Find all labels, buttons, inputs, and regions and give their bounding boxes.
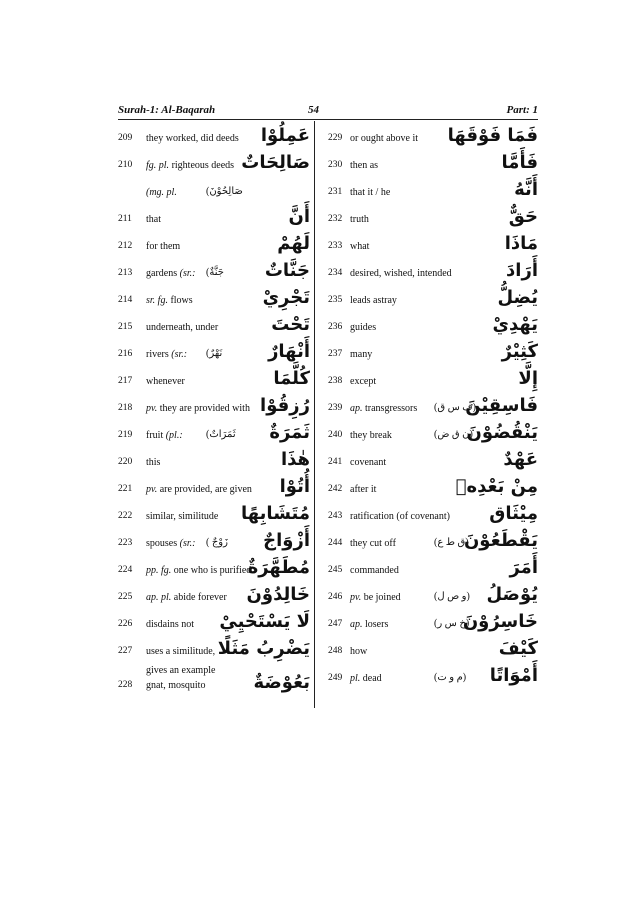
meaning-text: commanded bbox=[350, 565, 399, 576]
vocab-row bbox=[328, 205, 538, 232]
arabic-word: يُضِلُّ bbox=[497, 287, 538, 308]
left-column bbox=[118, 124, 310, 698]
entry-number: 211 bbox=[118, 214, 132, 224]
meaning-text: abide forever bbox=[173, 592, 227, 603]
meaning-text: truth bbox=[350, 214, 369, 225]
entry-number: 225 bbox=[118, 592, 133, 602]
english-meaning bbox=[350, 457, 386, 468]
entry-number: 247 bbox=[328, 619, 343, 629]
arabic-word: أُتُوْا bbox=[279, 476, 310, 497]
entry-number: 223 bbox=[118, 538, 133, 548]
arabic-word: فَاسِقِيْنَ bbox=[465, 395, 538, 416]
vocab-row bbox=[118, 610, 310, 637]
arabic-word: فَمَا فَوْقَهَا bbox=[447, 125, 538, 146]
meaning-text: or ought above it bbox=[350, 133, 419, 144]
plural-note: (pl.: bbox=[165, 430, 183, 441]
entry-number: 229 bbox=[328, 133, 343, 143]
vocab-row bbox=[118, 259, 310, 286]
vocab-row bbox=[118, 556, 310, 583]
meaning-text: disdains not bbox=[146, 619, 195, 630]
meaning-text: underneath, under bbox=[146, 322, 219, 333]
meaning-text: how bbox=[350, 646, 368, 657]
vocab-row bbox=[328, 448, 538, 475]
english-meaning bbox=[350, 349, 372, 360]
plural-note: (sr.: bbox=[179, 268, 196, 279]
arabic-word: يَنْقُضُوْنَ bbox=[466, 422, 538, 443]
vocab-row bbox=[118, 286, 310, 313]
vocab-row bbox=[118, 637, 310, 676]
meaning-text: except bbox=[350, 376, 377, 387]
arabic-word: يَهْدِيْ bbox=[492, 314, 538, 335]
entry-number: 222 bbox=[118, 511, 133, 521]
arabic-word: عَهْدٌ bbox=[503, 449, 538, 470]
meaning-text: transgressors bbox=[365, 403, 418, 414]
arabic-word: كَيْفَ bbox=[498, 638, 538, 659]
entry-number: 214 bbox=[118, 295, 133, 305]
english-meaning bbox=[350, 646, 367, 657]
meaning-text: desired, wished, intended bbox=[350, 268, 452, 279]
arabic-word: تَحْتَ bbox=[271, 314, 310, 335]
vocab-row bbox=[118, 151, 310, 178]
meaning-continuation: gives an example bbox=[146, 665, 216, 676]
arabic-word: أَمْوَاتًا bbox=[489, 665, 538, 686]
meaning-text: this bbox=[146, 457, 161, 468]
vocab-row bbox=[118, 178, 310, 205]
english-meaning bbox=[146, 322, 218, 333]
english-meaning bbox=[146, 376, 185, 387]
right-column bbox=[328, 124, 538, 691]
entry-number: 210 bbox=[118, 160, 133, 170]
vocab-row bbox=[328, 259, 538, 286]
vocab-row bbox=[118, 448, 310, 475]
vocab-row bbox=[328, 367, 538, 394]
arabic-word: مُتَشَابِهًا bbox=[241, 503, 310, 524]
english-meaning bbox=[350, 295, 397, 306]
english-meaning bbox=[350, 430, 392, 441]
entry-number: 238 bbox=[328, 376, 343, 386]
meaning-text: be joined bbox=[363, 592, 401, 603]
arabic-word: جَنَّاتٌ bbox=[264, 260, 310, 281]
arabic-word: أَزْوَاجٌ bbox=[263, 530, 310, 551]
grammar-abbreviation: pl. bbox=[350, 673, 361, 684]
meaning-text: ratification (of covenant) bbox=[350, 511, 450, 522]
vocab-row bbox=[118, 394, 310, 421]
entry-number: 213 bbox=[118, 268, 133, 278]
entry-number: 220 bbox=[118, 457, 133, 467]
meaning-text: one who is purified bbox=[173, 565, 252, 576]
meaning-text: dead bbox=[362, 673, 382, 684]
entry-number: 212 bbox=[118, 241, 133, 251]
meaning-text: similar, similitude bbox=[146, 511, 219, 522]
meaning-text: guides bbox=[350, 322, 377, 333]
vocab-row bbox=[328, 313, 538, 340]
plural-note: (sr.: bbox=[179, 538, 196, 549]
english-meaning bbox=[350, 403, 417, 414]
arabic-word: فَأَمَّا bbox=[501, 152, 538, 173]
grammar-abbreviation: pv. bbox=[350, 592, 362, 603]
entry-number: 237 bbox=[328, 349, 343, 359]
root-letters: (و ص ل) bbox=[434, 591, 470, 602]
arabic-word: أَنَّ bbox=[288, 206, 310, 227]
english-meaning bbox=[146, 538, 195, 549]
grammar-abbreviation: (mg. pl. bbox=[146, 187, 177, 198]
entry-number: 216 bbox=[118, 349, 133, 359]
vocab-row bbox=[118, 475, 310, 502]
vocab-row bbox=[328, 664, 538, 691]
arabic-word: لَا يَسْتَحْيِيْ bbox=[219, 611, 310, 632]
english-meaning bbox=[350, 619, 388, 630]
root-letters: نَهْرٌ) bbox=[206, 348, 223, 359]
entry-number: 221 bbox=[118, 484, 133, 494]
vocab-row bbox=[328, 502, 538, 529]
vocab-row bbox=[328, 286, 538, 313]
entry-number: 243 bbox=[328, 511, 343, 521]
entry-number: 245 bbox=[328, 565, 343, 575]
root-letters: ثَمَرَاتٌ) bbox=[206, 429, 236, 440]
entry-number: 227 bbox=[118, 646, 133, 656]
column-divider bbox=[314, 121, 315, 708]
root-letters: (ف س ق) bbox=[434, 402, 476, 413]
english-meaning bbox=[350, 538, 396, 549]
root-letters: (خ س ر) bbox=[434, 618, 470, 629]
entry-number: 228 bbox=[118, 680, 133, 690]
meaning-text: losers bbox=[365, 619, 389, 630]
english-meaning bbox=[350, 511, 450, 522]
vocab-row bbox=[328, 637, 538, 664]
arabic-word: كَثِيْرٌ bbox=[501, 341, 538, 362]
entry-number: 249 bbox=[328, 673, 343, 683]
english-meaning bbox=[350, 673, 382, 684]
english-meaning bbox=[146, 241, 180, 252]
entry-number: 239 bbox=[328, 403, 343, 413]
english-meaning bbox=[146, 214, 161, 225]
english-meaning bbox=[350, 241, 369, 252]
english-meaning bbox=[350, 268, 452, 279]
root-letters: (ق ط ع) bbox=[434, 537, 469, 548]
meaning-text: uses a similitude, bbox=[146, 646, 216, 657]
meaning-text: they are provided with bbox=[159, 403, 250, 414]
vocab-row bbox=[118, 502, 310, 529]
english-meaning bbox=[350, 133, 418, 144]
vocab-row bbox=[328, 124, 538, 151]
arabic-word: مُطَهَّرَةٌ bbox=[247, 557, 310, 578]
entry-number: 230 bbox=[328, 160, 343, 170]
arabic-word: يَقْطَعُوْنَ bbox=[463, 530, 538, 551]
vocab-row bbox=[328, 394, 538, 421]
entry-number: 226 bbox=[118, 619, 133, 629]
english-meaning bbox=[350, 484, 376, 495]
root-letters: صَالِحُوْنَ) bbox=[206, 186, 243, 197]
arabic-word: إِلَّا bbox=[518, 368, 538, 389]
vocab-row bbox=[328, 556, 538, 583]
meaning-text: righteous deeds bbox=[171, 160, 235, 171]
english-meaning bbox=[146, 187, 177, 198]
meaning-text: they worked, did deeds bbox=[146, 133, 239, 144]
root-letters: زَوْجٌ ) bbox=[206, 537, 228, 548]
surah-title: Surah-1: Al-Baqarah bbox=[118, 104, 216, 116]
english-meaning bbox=[146, 592, 227, 603]
meaning-text: then as bbox=[350, 160, 379, 171]
vocab-row bbox=[328, 421, 538, 448]
arabic-word: كُلَّمَا bbox=[273, 368, 310, 389]
english-meaning bbox=[146, 511, 218, 522]
meaning-text: what bbox=[350, 241, 370, 252]
english-meaning bbox=[146, 403, 250, 414]
vocab-row bbox=[328, 529, 538, 556]
entry-number: 248 bbox=[328, 646, 343, 656]
root-letters: (م و ت) bbox=[434, 672, 467, 683]
arabic-word: أَنْهَارٌ bbox=[268, 341, 310, 362]
root-letters: جَنَّةٌ) bbox=[206, 267, 224, 278]
vocab-row bbox=[118, 529, 310, 556]
arabic-word: خَاسِرُوْنَ bbox=[462, 611, 538, 632]
arabic-word: أَنَّهُ bbox=[514, 179, 538, 200]
arabic-word: تَجْرِيْ bbox=[262, 287, 310, 308]
entry-number: 231 bbox=[328, 187, 343, 197]
vocab-row bbox=[118, 313, 310, 340]
entry-number: 240 bbox=[328, 430, 343, 440]
meaning-text: many bbox=[350, 349, 373, 360]
arabic-word: يَضْرِبُ مَثَلًا bbox=[217, 638, 310, 659]
vocab-row bbox=[118, 340, 310, 367]
english-meaning bbox=[350, 214, 369, 225]
meaning-text: they break bbox=[350, 430, 392, 441]
arabic-word: يُوْصَلُ bbox=[486, 584, 538, 605]
vocab-row bbox=[118, 367, 310, 394]
root-letters: (ن ق ض) bbox=[434, 429, 473, 440]
meaning-text: spouses bbox=[146, 538, 178, 549]
grammar-abbreviation: pv. bbox=[146, 484, 158, 495]
vocab-row bbox=[118, 671, 310, 698]
entry-number: 235 bbox=[328, 295, 343, 305]
entry-number: 232 bbox=[328, 214, 343, 224]
meaning-text: after it bbox=[350, 484, 377, 495]
english-meaning bbox=[350, 187, 390, 198]
meaning-text: for them bbox=[146, 241, 181, 252]
entry-number: 219 bbox=[118, 430, 133, 440]
arabic-word: مِنْ بَعْدِهٖ bbox=[455, 476, 538, 497]
meaning-text: rivers bbox=[146, 349, 169, 360]
entry-number: 244 bbox=[328, 538, 343, 548]
part-label: Part: 1 bbox=[506, 104, 538, 116]
meaning-text: leads astray bbox=[350, 295, 397, 306]
meaning-text: covenant bbox=[350, 457, 387, 468]
meaning-text: are provided, are given bbox=[159, 484, 252, 495]
english-meaning bbox=[350, 592, 401, 603]
vocab-row bbox=[328, 610, 538, 637]
arabic-word: بَعُوْضَةٌ bbox=[253, 672, 310, 693]
entry-number: 233 bbox=[328, 241, 343, 251]
english-meaning bbox=[146, 457, 160, 468]
arabic-word: صَالِحَاتٌ bbox=[241, 152, 310, 173]
grammar-abbreviation: pp. fg. bbox=[146, 565, 172, 576]
entry-number: 218 bbox=[118, 403, 133, 413]
plural-note: (sr.: bbox=[171, 349, 188, 360]
english-meaning bbox=[146, 619, 194, 630]
english-meaning bbox=[146, 484, 252, 495]
english-meaning bbox=[146, 565, 251, 576]
arabic-word: مَاذَا bbox=[504, 233, 538, 254]
meaning-text: gnat, mosquito bbox=[146, 680, 206, 691]
english-meaning bbox=[350, 376, 376, 387]
english-meaning bbox=[146, 133, 239, 144]
arabic-word: رُزِقُوْا bbox=[260, 395, 310, 416]
page-number: 54 bbox=[308, 104, 319, 116]
vocab-row bbox=[118, 124, 310, 151]
english-meaning bbox=[350, 322, 376, 333]
arabic-word: ثَمَرَةٌ bbox=[269, 422, 310, 443]
entry-number: 209 bbox=[118, 133, 133, 143]
arabic-word: لَهُمْ bbox=[277, 233, 310, 254]
vocab-row bbox=[328, 475, 538, 502]
vocab-row bbox=[118, 232, 310, 259]
entry-number: 246 bbox=[328, 592, 343, 602]
entry-number: 242 bbox=[328, 484, 343, 494]
entry-number: 236 bbox=[328, 322, 343, 332]
english-meaning bbox=[350, 565, 399, 576]
vocab-row bbox=[328, 340, 538, 367]
english-meaning bbox=[350, 160, 378, 171]
meaning-text: gardens bbox=[146, 268, 178, 279]
english-meaning bbox=[146, 268, 195, 279]
arabic-word: أَرَادَ bbox=[506, 260, 538, 281]
meaning-text: that bbox=[146, 214, 161, 225]
vocab-row bbox=[328, 151, 538, 178]
arabic-word: هٰذَا bbox=[280, 449, 310, 470]
arabic-word: أَمَرَ bbox=[509, 557, 538, 578]
arabic-word: مِيْثَاق bbox=[489, 503, 538, 524]
meaning-text: that it / he bbox=[350, 187, 391, 198]
meaning-text: whenever bbox=[146, 376, 185, 387]
english-meaning bbox=[146, 160, 234, 171]
grammar-abbreviation: sr. fg. bbox=[146, 295, 168, 306]
english-meaning bbox=[146, 349, 187, 360]
entry-number: 241 bbox=[328, 457, 343, 467]
vocab-row bbox=[328, 232, 538, 259]
grammar-abbreviation: ap. pl. bbox=[146, 592, 172, 603]
entry-number: 217 bbox=[118, 376, 133, 386]
meaning-text: fruit bbox=[146, 430, 164, 441]
english-meaning bbox=[146, 680, 205, 691]
english-meaning bbox=[146, 295, 193, 306]
grammar-abbreviation: ap. bbox=[350, 619, 363, 630]
entry-number: 215 bbox=[118, 322, 133, 332]
grammar-abbreviation: fg. pl. bbox=[146, 160, 170, 171]
meaning-text: flows bbox=[170, 295, 193, 306]
vocab-row bbox=[118, 583, 310, 610]
entry-number: 234 bbox=[328, 268, 343, 278]
meaning-text: they cut off bbox=[350, 538, 396, 549]
vocab-row bbox=[328, 583, 538, 610]
vocab-row bbox=[118, 421, 310, 448]
header-rule bbox=[118, 119, 538, 120]
vocab-row bbox=[328, 178, 538, 205]
arabic-word: حَقٌّ bbox=[508, 206, 538, 227]
arabic-word: خَالِدُوْنَ bbox=[246, 584, 310, 605]
english-meaning bbox=[146, 430, 183, 441]
grammar-abbreviation: pv. bbox=[146, 403, 158, 414]
arabic-word: عَمِلُوْا bbox=[260, 125, 310, 146]
grammar-abbreviation: ap. bbox=[350, 403, 363, 414]
english-meaning bbox=[146, 646, 215, 657]
vocab-row bbox=[118, 205, 310, 232]
entry-number: 224 bbox=[118, 565, 133, 575]
